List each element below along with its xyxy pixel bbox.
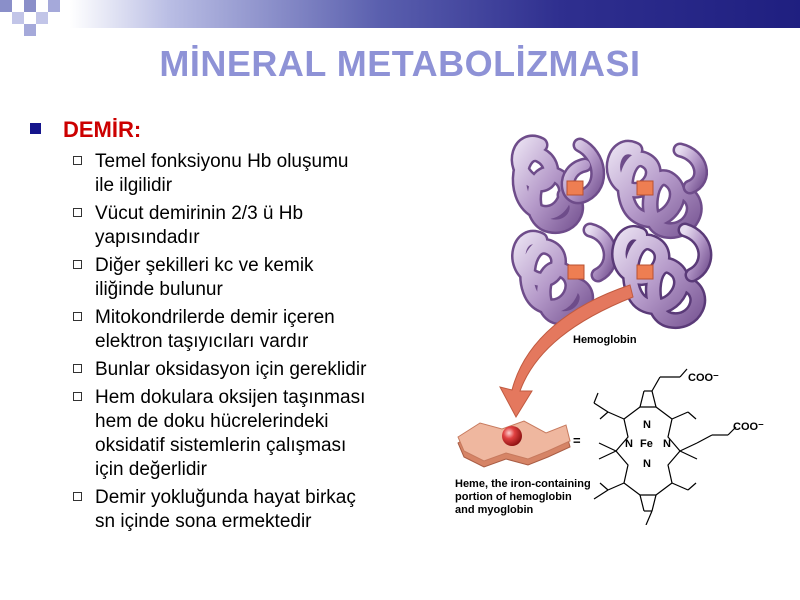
- hollow-square-bullet-icon: [73, 312, 82, 321]
- decor-square: [12, 12, 24, 24]
- slide-title: MİNERAL METABOLİZMASI: [159, 43, 641, 84]
- sub-bullet: [73, 150, 423, 198]
- sub-bullet-text: Bunlar oksidasyon için gereklidir: [95, 359, 367, 380]
- protein-subunit: [620, 230, 705, 321]
- heme-disc-icon: [458, 421, 570, 467]
- protein-subunit: [519, 143, 598, 226]
- decor-square: [0, 0, 12, 12]
- equals-sign: =: [573, 433, 581, 448]
- sub-bullet-text: ile ilgilidir: [95, 175, 173, 196]
- sub-bullet-text: Vücut demirinin 2/3 ü Hb: [95, 203, 304, 224]
- decor-square: [24, 0, 36, 12]
- sub-bullet-text: Temel fonksiyonu Hb oluşumu: [95, 151, 349, 172]
- header-gradient-band: [0, 0, 800, 28]
- heme-caption-line: portion of hemoglobin: [455, 491, 572, 503]
- sub-bullet: [73, 306, 423, 354]
- nitrogen-atom-label: N: [643, 419, 651, 431]
- sub-bullet-text: yapısındadır: [95, 227, 200, 248]
- sub-bullet-text: Hem dokulara oksijen taşınması: [95, 387, 366, 408]
- decor-square: [36, 12, 48, 24]
- hemoglobin-figure: [440, 125, 790, 525]
- sub-bullet: [73, 358, 423, 382]
- hollow-square-bullet-icon: [73, 492, 82, 501]
- carboxyl-label: COO⁻: [733, 421, 764, 433]
- decor-square: [48, 0, 60, 12]
- nitrogen-atom-label: N: [625, 438, 633, 450]
- sub-bullet-text: Diğer şekilleri kc ve kemik: [95, 255, 314, 276]
- decor-square: [24, 24, 36, 36]
- iron-atom-label: Fe: [640, 438, 653, 450]
- sub-bullet: [73, 254, 423, 302]
- hollow-square-bullet-icon: [73, 392, 82, 401]
- sub-bullet-text: sn içinde sona ermektedir: [95, 511, 312, 532]
- sub-bullet-text: Mitokondrilerde demir içeren: [95, 307, 335, 328]
- sub-bullet-list: [73, 150, 423, 538]
- sub-bullet-text: oksidatif sistemlerin çalışması: [95, 435, 347, 456]
- nitrogen-atom-label: N: [643, 458, 651, 470]
- hollow-square-bullet-icon: [73, 156, 82, 165]
- protein-subunit: [614, 148, 700, 230]
- sub-bullet: [73, 202, 423, 250]
- sub-bullet-text: iliğinde bulunur: [95, 279, 223, 300]
- hemoglobin-label: Hemoglobin: [573, 334, 637, 346]
- heme-caption: [455, 478, 591, 516]
- sub-bullet-text: için değerlidir: [95, 459, 207, 480]
- heme-caption-line: and myoglobin: [455, 504, 534, 516]
- hollow-square-bullet-icon: [73, 260, 82, 269]
- sub-bullet: [73, 486, 423, 534]
- sub-bullet-text: Demir yokluğunda hayat birkaç: [95, 487, 356, 508]
- sub-bullet: [73, 386, 423, 482]
- square-bullet-icon: [30, 123, 41, 134]
- nitrogen-atom-label: N: [663, 438, 671, 450]
- sub-bullet-text: elektron taşıyıcıları vardır: [95, 331, 309, 352]
- heme-caption-line: Heme, the iron-containing: [455, 478, 591, 490]
- main-bullet-label: DEMİR:: [63, 117, 142, 142]
- carboxyl-label: COO⁻: [688, 372, 719, 384]
- hollow-square-bullet-icon: [73, 208, 82, 217]
- hollow-square-bullet-icon: [73, 364, 82, 373]
- sub-bullet-text: hem de doku hücrelerindeki: [95, 411, 329, 432]
